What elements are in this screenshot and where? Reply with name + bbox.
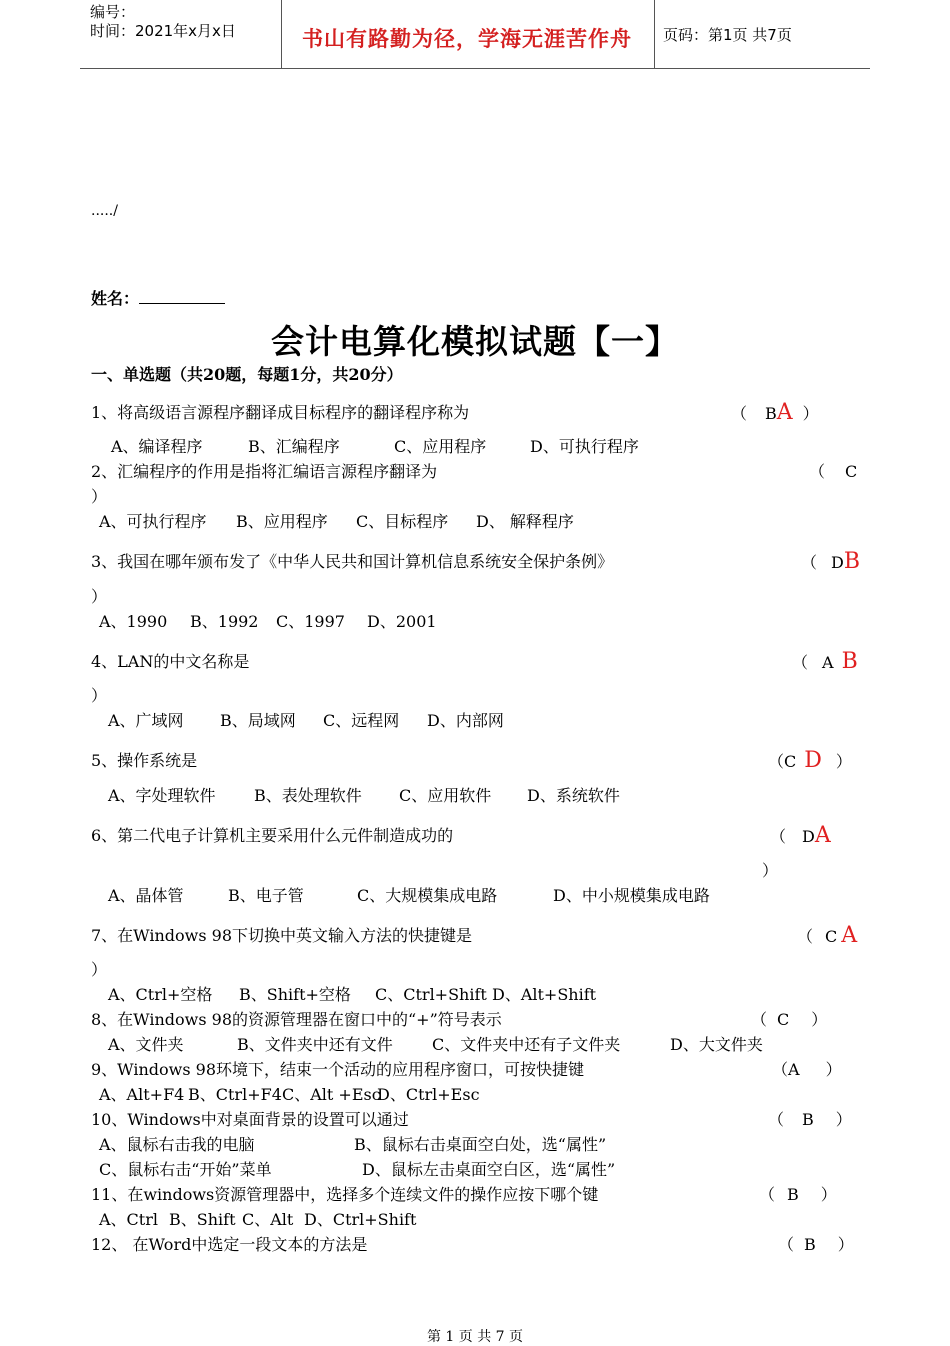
- paren-open: （: [772, 1060, 789, 1079]
- question-text: 8、在Windows 98的资源管理器在窗口中的“+”符号表示: [91, 1010, 502, 1029]
- question-text: 1、将高级语言源程序翻译成目标程序的翻译程序称为: [91, 403, 470, 422]
- answer-letter: B: [765, 404, 777, 423]
- answer-paren: [809, 462, 857, 482]
- paren-close: ）: [835, 1110, 852, 1129]
- option: A、鼠标右击我的电脑: [99, 1135, 255, 1154]
- answer-letter: D: [831, 553, 844, 572]
- paren-close: ）: [91, 960, 108, 979]
- paren-close: ）: [825, 1060, 842, 1079]
- header-cell-motto: [282, 0, 655, 68]
- option: C、1997: [276, 612, 345, 631]
- document-title: 会计电算化模拟试题【一】: [271, 322, 679, 361]
- page-label: 页码：第1页 共7页: [663, 26, 792, 44]
- name-label: 姓名：: [91, 289, 140, 308]
- paren-open: （: [778, 1235, 795, 1254]
- option: D、鼠标左击桌面空白区，选“属性”: [362, 1160, 616, 1179]
- answer-paren: [797, 923, 858, 948]
- answer-letter: B: [787, 1185, 799, 1204]
- paren-open: （: [792, 653, 809, 672]
- name-blank: [139, 289, 225, 304]
- header-cell-meta: [80, 0, 282, 68]
- option: A、Alt+F4: [99, 1085, 185, 1104]
- answer-paren: [759, 1185, 837, 1205]
- option: A、广域网: [108, 711, 184, 730]
- paren-open: （: [801, 553, 818, 572]
- paren-close: ）: [802, 404, 819, 423]
- option: D、2001: [367, 612, 437, 631]
- option: C、应用软件: [399, 786, 492, 805]
- number-label: 编号：: [90, 3, 136, 21]
- answer-paren: [772, 1060, 842, 1080]
- option: B、表处理软件: [254, 786, 362, 805]
- answer-paren: [768, 748, 852, 773]
- paren-open: （: [768, 1110, 785, 1129]
- handwritten-mark: A: [814, 823, 831, 848]
- option: C、Alt: [242, 1210, 294, 1229]
- question-text: 9、Windows 98环境下，结束一个活动的应用程序窗口，可按快捷键: [91, 1060, 584, 1079]
- option: B、鼠标右击桌面空白处，选“属性”: [354, 1135, 607, 1154]
- option: B、汇编程序: [248, 437, 340, 456]
- answer-letter: A: [788, 1060, 800, 1079]
- question-text: 10、Windows中对桌面背景的设置可以通过: [91, 1110, 409, 1129]
- option: D、Ctrl+Esc: [377, 1085, 480, 1104]
- option: C、大规模集成电路: [357, 886, 498, 905]
- option: B、电子管: [228, 886, 304, 905]
- question-text: 3、我国在哪年颁布发了《中华人民共和国计算机信息系统安全保护条例》: [91, 552, 614, 571]
- paren-close: ）: [91, 487, 108, 506]
- page-header: [80, 0, 870, 69]
- option: B、局域网: [220, 711, 296, 730]
- question-text: 4、LAN的中文名称是: [91, 652, 250, 671]
- option: C、应用程序: [394, 437, 487, 456]
- paren-open: （: [770, 827, 787, 846]
- option: B、Ctrl+F4: [188, 1085, 282, 1104]
- answer-letter: C: [777, 1010, 790, 1029]
- answer-letter: B: [802, 1110, 814, 1129]
- option: D、内部网: [427, 711, 504, 730]
- option: B、应用程序: [236, 512, 328, 531]
- answer-paren: [731, 400, 819, 425]
- option: B、Shift: [169, 1210, 236, 1229]
- option: A、晶体管: [108, 886, 184, 905]
- misc-mark: ...../: [91, 203, 118, 219]
- question-text: 11、在windows资源管理器中，选择多个连续文件的操作应按下哪个键: [91, 1185, 599, 1204]
- answer-letter: D: [802, 827, 815, 846]
- paren-close: ）: [835, 752, 852, 771]
- question-text: 7、在Windows 98下切换中英文输入方法的快捷键是: [91, 926, 472, 945]
- answer-letter: C: [825, 927, 838, 946]
- question-text: 5、操作系统是: [91, 751, 198, 770]
- option: C、Alt +Esc: [282, 1085, 381, 1104]
- option: C、Ctrl+Shift: [375, 985, 487, 1004]
- handwritten-mark: A: [776, 400, 793, 425]
- paren-open: （: [731, 404, 748, 423]
- option: C、远程网: [323, 711, 400, 730]
- handwritten-mark: A: [841, 923, 858, 948]
- answer-letter: C: [784, 752, 797, 771]
- answer-letter: C: [845, 462, 858, 481]
- paren-open: （: [751, 1010, 768, 1029]
- option: A、编译程序: [111, 437, 203, 456]
- paren-close: ）: [762, 861, 779, 880]
- name-field: [91, 289, 225, 309]
- paren-close: ）: [91, 587, 108, 606]
- paren-close: ）: [820, 1185, 837, 1204]
- time-label: 时间：2021年x月x日: [90, 22, 236, 40]
- answer-paren: [770, 823, 831, 848]
- option: A、文件夹: [108, 1035, 184, 1054]
- option: D、中小规模集成电路: [553, 886, 710, 905]
- answer-paren: [751, 1010, 827, 1030]
- paren-open: （: [797, 927, 814, 946]
- header-cell-page: [655, 0, 870, 68]
- option: D、可执行程序: [530, 437, 639, 456]
- option: C、鼠标右击“开始”菜单: [99, 1160, 272, 1179]
- answer-letter: B: [804, 1235, 816, 1254]
- option: C、文件夹中还有子文件夹: [432, 1035, 621, 1054]
- option: C、目标程序: [356, 512, 449, 531]
- answer-paren: [768, 1110, 852, 1130]
- option: D、系统软件: [527, 786, 620, 805]
- answer-paren: [801, 549, 861, 574]
- answer-paren: [792, 649, 858, 674]
- option: A、Ctrl: [99, 1210, 158, 1229]
- paren-close: ）: [837, 1235, 854, 1254]
- answer-letter: A: [822, 653, 834, 672]
- option: B、Shift+空格: [239, 985, 351, 1004]
- option: A、字处理软件: [108, 786, 216, 805]
- handwritten-mark: D: [804, 748, 822, 773]
- handwritten-mark: B: [843, 549, 861, 574]
- option: D、大文件夹: [670, 1035, 763, 1054]
- paren-open: （: [759, 1185, 776, 1204]
- option: D、Ctrl+Shift: [304, 1210, 417, 1229]
- option: B、文件夹中还有文件: [237, 1035, 393, 1054]
- motto-text: 书山有路勤为径，学海无涯苦作舟: [302, 26, 632, 51]
- question-text: 2、汇编程序的作用是指将汇编语言源程序翻译为: [91, 462, 438, 481]
- option: A、Ctrl+空格: [108, 985, 213, 1004]
- paren-close: ）: [811, 1010, 828, 1029]
- paren-close: ）: [91, 686, 108, 705]
- option: A、可执行程序: [99, 512, 207, 531]
- paren-open: （: [809, 462, 826, 481]
- question-text: 12、 在Word中选定一段文本的方法是: [91, 1235, 368, 1254]
- page-footer: 第 1 页 共 7 页: [426, 1329, 524, 1345]
- option: D、 解释程序: [476, 512, 574, 531]
- handwritten-mark: B: [841, 649, 858, 674]
- option: A、1990: [99, 612, 168, 631]
- section-title: 一、单选题（共20题，每题1分，共20分）: [91, 365, 403, 384]
- question-text: 6、第二代电子计算机主要采用什么元件制造成功的: [91, 826, 454, 845]
- answer-paren: [778, 1235, 854, 1255]
- paren-open: （: [768, 752, 785, 771]
- option: B、1992: [190, 612, 259, 631]
- option: D、Alt+Shift: [492, 985, 597, 1004]
